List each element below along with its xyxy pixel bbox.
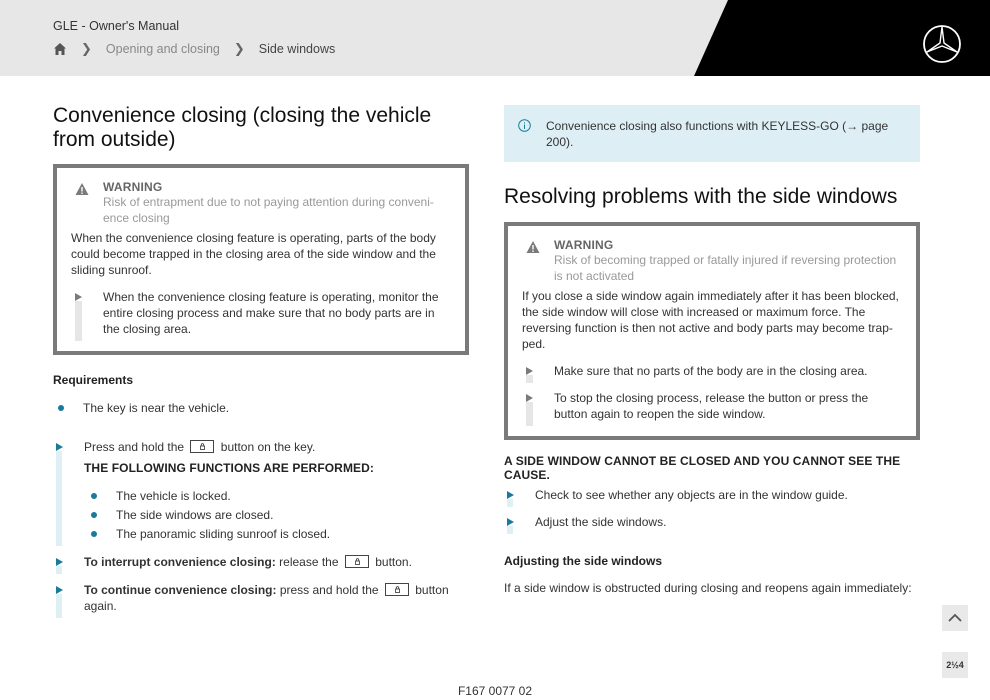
- breadcrumb-current: Side windows: [258, 42, 336, 56]
- warning-body: When the convenience closing feature is operating, parts of the body could become trapped in the closing area of the side window and the sliding sunroof.: [71, 231, 436, 277]
- breadcrumb-link-opening-closing[interactable]: Opening and closing: [105, 42, 220, 56]
- list-item: The vehicle is locked.: [86, 488, 374, 504]
- adjusting-text: If a side window is obstructed during closing and reopens again immediately:: [504, 581, 912, 595]
- warning-step: Make sure that no parts of the body are in the closing area.: [522, 363, 902, 379]
- functions-heading: THE FOLLOWING FUNCTIONS ARE PERFORMED:: [84, 461, 375, 475]
- warning-step: To stop the closing process, release the button or press the button again to reopen the side window.: [522, 390, 902, 422]
- action-step-press-hold: [53, 439, 469, 542]
- step-arrow-icon: [507, 487, 515, 503]
- info-icon: [518, 119, 531, 132]
- mercedes-star-logo[interactable]: [922, 24, 962, 64]
- list-item: The panoramic sliding sunroof is closed.: [86, 526, 374, 542]
- action-step-adjust-windows: Adjust the side windows.: [504, 514, 920, 530]
- figure-code: F167 0077 02: [457, 684, 533, 698]
- chevron-right-icon: ❯: [233, 41, 245, 56]
- page-number-button[interactable]: 2½4: [942, 652, 968, 678]
- step-arrow-icon: [56, 582, 64, 614]
- breadcrumb: [53, 41, 335, 57]
- action-step-continue: To continue convenience closing: press and hold the button again.: [53, 582, 469, 614]
- step-arrow-icon: [507, 514, 515, 530]
- warning-title: WARNING: [103, 180, 163, 194]
- step-arrow-icon: [56, 439, 64, 542]
- list-item: The side windows are closed.: [86, 507, 374, 523]
- scroll-up-button[interactable]: [942, 605, 968, 631]
- warning-icon: [75, 182, 89, 196]
- section-title-resolving-problems: Resolving problems with the side windows: [504, 185, 898, 208]
- warning-icon: [526, 240, 540, 254]
- warning-step: When the convenience closing feature is operating, monitor the entire closing process and make sure that no body parts are in the closing area.: [71, 289, 451, 337]
- step-arrow-icon: [524, 363, 542, 379]
- right-column: [504, 105, 920, 596]
- lock-key-button-icon: [345, 555, 369, 568]
- warning-box-entrapment: [53, 164, 469, 355]
- step-arrow-icon: [524, 390, 542, 422]
- home-icon[interactable]: [53, 42, 67, 56]
- step-arrow-icon: [56, 554, 64, 570]
- lock-key-button-icon: [385, 583, 409, 596]
- warning-subtitle: Risk of becoming trapped or fatally injured if reversing protection is not activated: [554, 253, 897, 283]
- chevron-up-icon: [942, 605, 968, 631]
- chevron-right-icon: ❯: [81, 41, 92, 56]
- warning-header: [522, 238, 902, 284]
- left-column: [53, 104, 469, 614]
- warning-title: WARNING: [554, 238, 614, 252]
- warning-body: If you close a side window again immediately after it has been blocked, the side window will close with increased or maximum force. The reversing function is then not active and body parts may become trap-ped.: [522, 289, 899, 351]
- problem-heading: A SIDE WINDOW CANNOT BE CLOSED AND YOU CANNOT SEE THE CAUSE.: [504, 454, 901, 482]
- manual-title: GLE - Owner's Manual: [53, 19, 180, 33]
- requirements-heading: Requirements: [53, 373, 134, 387]
- section-title-convenience-closing: Convenience closing (closing the vehicle from outside): [53, 104, 432, 151]
- warning-box-reversing: [504, 222, 920, 440]
- step-arrow-icon: [73, 289, 91, 337]
- action-step-interrupt: To interrupt convenience closing: release the button.: [53, 554, 469, 570]
- info-text-link[interactable]: Convenience closing also functions with KEYLESS-GO (→ page 200).: [546, 119, 889, 149]
- info-box-keyless-go: [504, 105, 920, 162]
- warning-header: [71, 180, 451, 226]
- list-item: The key is near the vehicle.: [53, 400, 469, 416]
- warning-subtitle: Risk of entrapment due to not paying attention during conveni-ence closing: [103, 195, 434, 225]
- action-text: Press and hold the button on the key.: [84, 440, 316, 454]
- action-step-check-guide: Check to see whether any objects are in the window guide.: [504, 487, 920, 503]
- adjusting-heading: Adjusting the side windows: [504, 554, 663, 568]
- lock-key-button-icon: [190, 440, 214, 453]
